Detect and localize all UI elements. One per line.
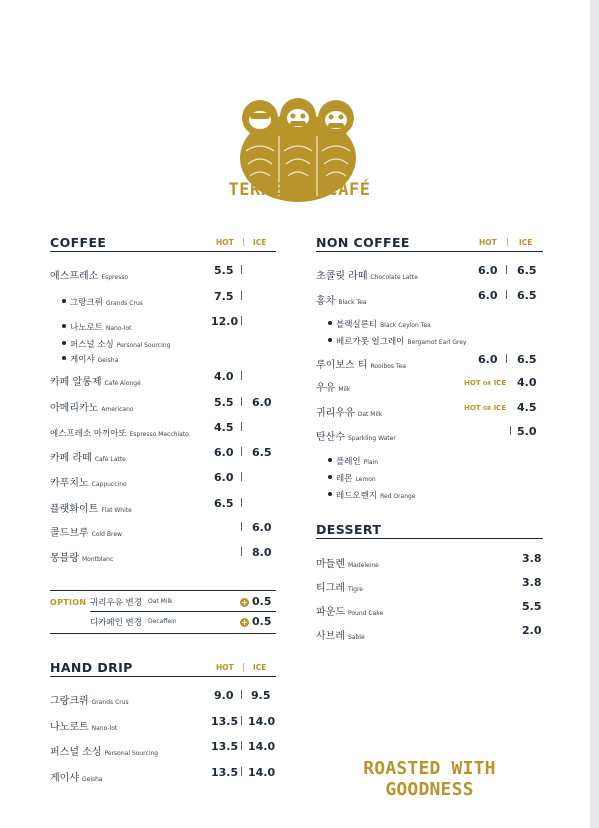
menu-subitem: 베르가못 얼그레이 Bergamot Earl Grey [328, 329, 467, 345]
header-separator: | [506, 237, 509, 246]
menu-item: 홍차 Black Tea 6.0 | 6.5 [316, 289, 537, 307]
ice-header: ICE [519, 238, 533, 247]
menu-subitem: 나노로트 Nano-lot 12.0 | [62, 315, 276, 331]
menu-item: 콜드브루 Cold Brew | 6.0 [50, 521, 272, 539]
menu-subitem: 게이샤 Geisha [62, 347, 118, 363]
menu-item: 카푸치노 Cappuccino 6.0 | [50, 471, 244, 489]
dessert-section [316, 522, 543, 539]
menu-item: 우유 Milk HOT OR ICE 4.0 [316, 376, 537, 394]
bullet-icon [62, 356, 66, 360]
menu-item: 초콜릿 라떼 Chocolate Latte 6.0 | 6.5 [316, 264, 537, 282]
section-title: NON COFFEE [316, 235, 410, 250]
hand-drip-header [50, 660, 276, 677]
bullet-icon [328, 492, 332, 496]
bullet-icon [328, 475, 332, 479]
header-separator: | [242, 237, 245, 246]
bullet-icon [62, 341, 66, 345]
non-coffee-header [316, 235, 543, 252]
dessert-header [316, 522, 543, 539]
menu-item: 게이샤 Geisha 13.5 | 14.0 [50, 766, 276, 784]
hand-drip-section [50, 660, 276, 677]
coffee-section [50, 235, 276, 252]
hot-header: HOT [216, 238, 234, 247]
menu-item: 몽블랑 Montblanc | 8.0 [50, 546, 272, 564]
menu-item: 나노로트 Nano-lot 13.5 | 14.0 [50, 715, 276, 733]
hot-header: HOT [479, 238, 497, 247]
coffee-header [50, 235, 276, 252]
menu-item: 퍼스널 소싱 Personal Sourcing 13.5 | 14.0 [50, 740, 276, 758]
menu-item: 아메리카노 Americano 5.5 | 6.0 [50, 396, 272, 414]
hot-or-ice-label: HOT OR ICE [464, 379, 507, 387]
menu-item: 카페 라떼 Café Latte 6.0 | 6.5 [50, 446, 272, 464]
menu-item: 그랑크뤼 Grands Crus 9.0 | 9.5 [50, 689, 271, 707]
menu-item: 에스프레소 Espresso 5.5 | [50, 264, 244, 282]
menu-subitem: 플레인 Plain [328, 449, 378, 465]
section-title: DESSERT [316, 522, 382, 537]
bullet-icon [328, 338, 332, 342]
menu-item: 카페 알롱제 Café Alongé 4.0 | [50, 370, 244, 388]
ice-header: ICE [253, 238, 267, 247]
menu-item: 파운드 Pound Cake 5.5 [316, 600, 542, 618]
bullet-icon [328, 321, 332, 325]
header-separator: | [242, 662, 245, 671]
option-label: OPTION [50, 598, 87, 607]
non-coffee-section [316, 235, 543, 252]
menu-subitem: 레몬 Lemon [328, 466, 376, 482]
plus-icon: + [241, 618, 248, 627]
section-title: COFFEE [50, 235, 107, 250]
option-item: 귀리우유 변경 Oat Milk + 0.5 [90, 593, 276, 612]
hot-or-ice-label: HOT OR ICE [464, 404, 507, 412]
ice-header: ICE [253, 663, 267, 672]
option-item: 디카페인 변경 Decaffein + 0.5 [90, 615, 272, 628]
bullet-icon [62, 324, 66, 328]
menu-item: 마들렌 Madeleine 3.8 [316, 552, 542, 570]
bullet-icon [328, 458, 332, 462]
menu-subitem: 블랙실론티 Black Ceylon Tea [328, 312, 431, 328]
menu-item: 탄산수 Sparkling Water | 5.0 [316, 425, 537, 443]
menu-item: 에스프레소 마끼아또 Espresso Macchiato 4.5 | [50, 421, 244, 439]
menu-item: 귀리우유 Oat Milk HOT OR ICE 4.5 [316, 401, 537, 419]
hot-header: HOT [216, 663, 234, 672]
menu-subitem: 퍼스널 소싱 Personal Sourcing [62, 332, 170, 348]
menu-item: 루이보스 티 Rooibos Tea 6.0 | 6.5 [316, 353, 537, 371]
bullet-icon [62, 299, 66, 303]
plus-icon: + [241, 598, 248, 607]
option-box [50, 590, 276, 634]
menu-subitem: 레드오렌지 Red Orange [328, 483, 416, 499]
section-title: HAND DRIP [50, 660, 133, 675]
menu-item: 사브레 Sablé 2.0 [316, 624, 542, 642]
menu-item: 플랫화이트 Flat White 6.5 | [50, 497, 244, 515]
slogan: ROASTED WITH GOODNESS [363, 758, 496, 800]
brand-name: TERRES DE CAFÉ [228, 180, 371, 200]
menu-subitem: 그랑크뤼 Grands Crus 7.5 | [62, 290, 276, 306]
menu-item: 티그레 Tigre 3.8 [316, 576, 542, 594]
